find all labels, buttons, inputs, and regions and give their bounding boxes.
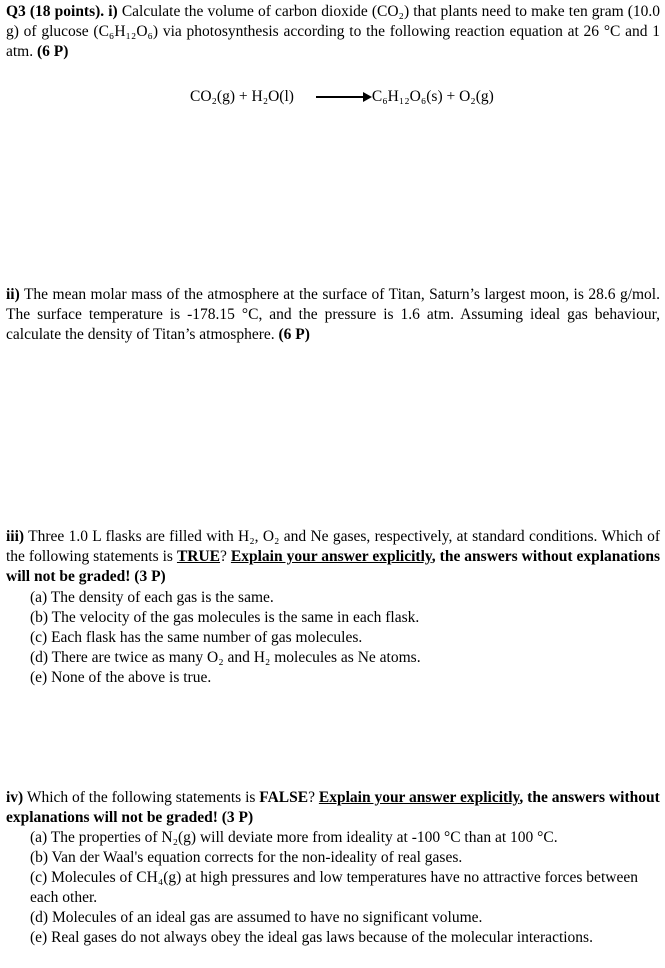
equation-products: C₆H₁₂O₆(s) + O₂(g): [371, 88, 494, 105]
keyword-false: FALSE: [259, 789, 309, 806]
grading-warning: , the answers without explanations will not be graded! (3 P): [6, 548, 661, 585]
question-text: Which of the following statements is: [26, 789, 256, 806]
grading-warning: , the answers without explanations will not be graded! (3 P): [6, 789, 660, 826]
option-list: [30, 588, 660, 688]
points-label: (6 P): [278, 326, 310, 343]
reaction-arrow-icon: [316, 87, 372, 107]
explain-instruction: Explain your answer explicitly: [318, 789, 520, 806]
option-e: (e) None of the above is true.: [30, 669, 212, 686]
part-label: iii): [6, 528, 25, 545]
reaction-equation: [190, 86, 494, 108]
question-mark: ?: [220, 548, 227, 565]
question-mark: ?: [308, 789, 315, 806]
explain-instruction: Explain your answer explicitly: [230, 548, 432, 565]
option-a: (a) The properties of N₂(g) will deviate more from ideality at -100 °C than at 100 °C.: [30, 829, 558, 846]
option-e: (e) Real gases do not always obey the ideal gas laws because of the molecular interactions.: [30, 929, 593, 946]
points-label: (6 P): [37, 43, 69, 60]
option-d: (d) Molecules of an ideal gas are assumed to have no significant volume.: [30, 909, 483, 926]
question-3-part-iv: [6, 788, 660, 828]
question-3-part-ii: [6, 285, 660, 345]
question-text: The mean molar mass of the atmosphere at the surface of Titan, Saturn’s largest moon, is 28.6 g/mol. The surface temperature is -178.15 °C, and the pressure is 1.6 atm. Assuming ideal gas behaviour, calculate the density of Titan’s atmosphere.: [6, 286, 660, 343]
option-b: (b) The velocity of the gas molecules is the same in each flask.: [30, 609, 420, 626]
question-3-part-i: [6, 2, 660, 62]
question-header: Q3 (18 points). i): [6, 3, 118, 20]
question-text: Three 1.0 L flasks are filled with H₂, O₂ and Ne gases, respectively, at standard conditions. Which of the following statements is: [6, 528, 660, 565]
question-3-part-iii: [6, 527, 660, 587]
part-label: ii): [6, 286, 20, 303]
equation-reactants: CO₂(g) + H₂O(l): [190, 88, 294, 105]
option-a: (a) The density of each gas is the same.: [30, 589, 274, 606]
question-text: Calculate the volume of carbon dioxide (CO₂) that plants need to make ten gram (10.0 g) of glucose (C₆H₁₂O₆) via photosynthesis according to the following reaction equation at 26 °C and 1 atm.: [6, 3, 660, 60]
option-c: (c) Each flask has the same number of gas molecules.: [30, 629, 363, 646]
option-c: (c) Molecules of CH₄(g) at high pressures and low temperatures have no attractive forces between each other.: [30, 869, 638, 906]
option-b: (b) Van der Waal's equation corrects for the non-ideality of real gases.: [30, 849, 463, 866]
part-label: iv): [6, 789, 24, 806]
option-list: [30, 828, 660, 948]
keyword-true: TRUE: [176, 548, 221, 565]
option-d: (d) There are twice as many O₂ and H₂ molecules as Ne atoms.: [30, 649, 421, 666]
